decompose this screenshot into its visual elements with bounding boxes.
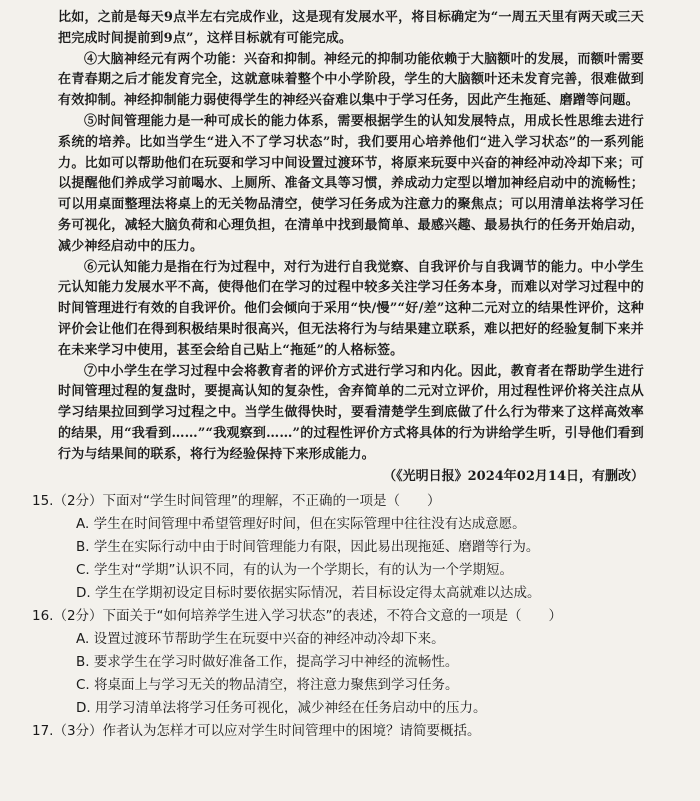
question-16	[32, 605, 644, 720]
option-a: A. 学生在时间管理中希望管理好时间，但在实际管理中往往没有达成意愿。	[76, 515, 526, 532]
option-a: A. 设置过渡环节帮助学生在玩耍中兴奋的神经冲动冷却下来。	[76, 630, 445, 647]
passage-paragraph-5: ⑤时间管理能力是一种可成长的能力体系，需要根据学生的认知发展特点，用成长性思维去进行系统的培养。比如当学生“进入不了学习状态”时，我们要用心培养他们“进入学习状态”的一系列能力。比如可以帮助他们在玩耍和学习中间设置过渡环节，将原来玩耍中兴奋的神经冲动冷却下来；可以提醒他们养成学习前喝水、上厕所、准备文具等习惯，养成动力定型以增加神经启动中的流畅性；可以用桌面整理法将桌上的无关物品清空，使学习任务成为注意力的聚焦点；可以用清单法将学习任务可视化，减轻大脑负荷和心理负担，在清单中找到最简单、最感兴趣、最易执行的任务开始启动，减少神经启动中的压力。	[58, 113, 644, 254]
question-17	[32, 720, 644, 743]
question-15	[32, 490, 644, 605]
question-stem: 16.（2分）下面关于“如何培养学生进入学习状态”的表述，不符合文意的一项是（ ）	[32, 607, 563, 624]
option-c: C. 学生对“学期”认识不同，有的认为一个学期长，有的认为一个学期短。	[76, 561, 513, 578]
option-d: D. 学生在学期初设定目标时要依据实际情况，若目标设定得太高就难以达成。	[76, 584, 541, 601]
passage-paragraph-continued: 比如，之前是每天9点半左右完成作业，这是现有发展水平，将目标确定为“一周五天里有两天或三天把完成时间提前到9点”，这样目标就有可能完成。	[58, 10, 644, 46]
question-stem: 17.（3分）作者认为怎样才可以应对学生时间管理中的困境？请简要概括。	[32, 722, 481, 739]
question-stem: 15.（2分）下面对“学生时间管理”的理解，不正确的一项是（ ）	[32, 492, 441, 509]
option-b: B. 要求学生在学习时做好准备工作，提高学习中神经的流畅性。	[76, 653, 459, 670]
option-b: B. 学生在实际行动中由于时间管理能力有限，因此易出现拖延、磨蹭等行为。	[76, 538, 540, 555]
passage-source: （《光明日报》2024年02月14日，有删改）	[383, 468, 644, 484]
passage-paragraph-4: ④大脑神经元有两个功能：兴奋和抑制。神经元的抑制功能依赖于大脑额叶的发展，而额叶需要在青春期之后才能发育完全，这就意味着整个中小学阶段，学生的大脑额叶还未发育完善，很难做到有效抑制。神经抑制能力弱使得学生的神经兴奋难以集中于学习任务，因此产生拖延、磨蹭等问题。	[58, 51, 644, 109]
option-d: D. 用学习清单法将学习任务可视化，减少神经在任务启动中的压力。	[76, 699, 487, 716]
passage-paragraph-6: ⑥元认知能力是指在行为过程中，对行为进行自我觉察、自我评价与自我调节的能力。中小学生元认知能力发展水平不高，使得他们在学习的过程中较多关注学习任务本身，而难以对学习过程中的时间管理进行有效的自我评价。他们会倾向于采用“快/慢”“好/差”这种二元对立的结果性评价，这种评价会让他们在得到积极结果时很高兴，但无法将行为与结果建立联系，难以把好的经验复制下来并在未来学习中使用，甚至会给自己贴上“拖延”的人格标签。	[58, 259, 644, 358]
option-c: C. 将桌面上与学习无关的物品清空，将注意力聚焦到学习任务。	[76, 676, 459, 693]
passage-paragraph-7: ⑦中小学生在学习过程中会将教育者的评价方式进行学习和内化。因此，教育者在帮助学生进行时间管理过程的复盘时，要提高认知的复杂性，舍弃简单的二元对立评价，用过程性评价将关注点从学习结果拉回到学习过程之中。当学生做得快时，要看清楚学生到底做了什么行为带来了这样高效率的结果，用“我看到……”“我观察到……”的过程性评价方式将具体的行为讲给学生听，引导他们看到行为与结果间的联系，将行为经验保持下来形成能力。	[58, 363, 644, 462]
